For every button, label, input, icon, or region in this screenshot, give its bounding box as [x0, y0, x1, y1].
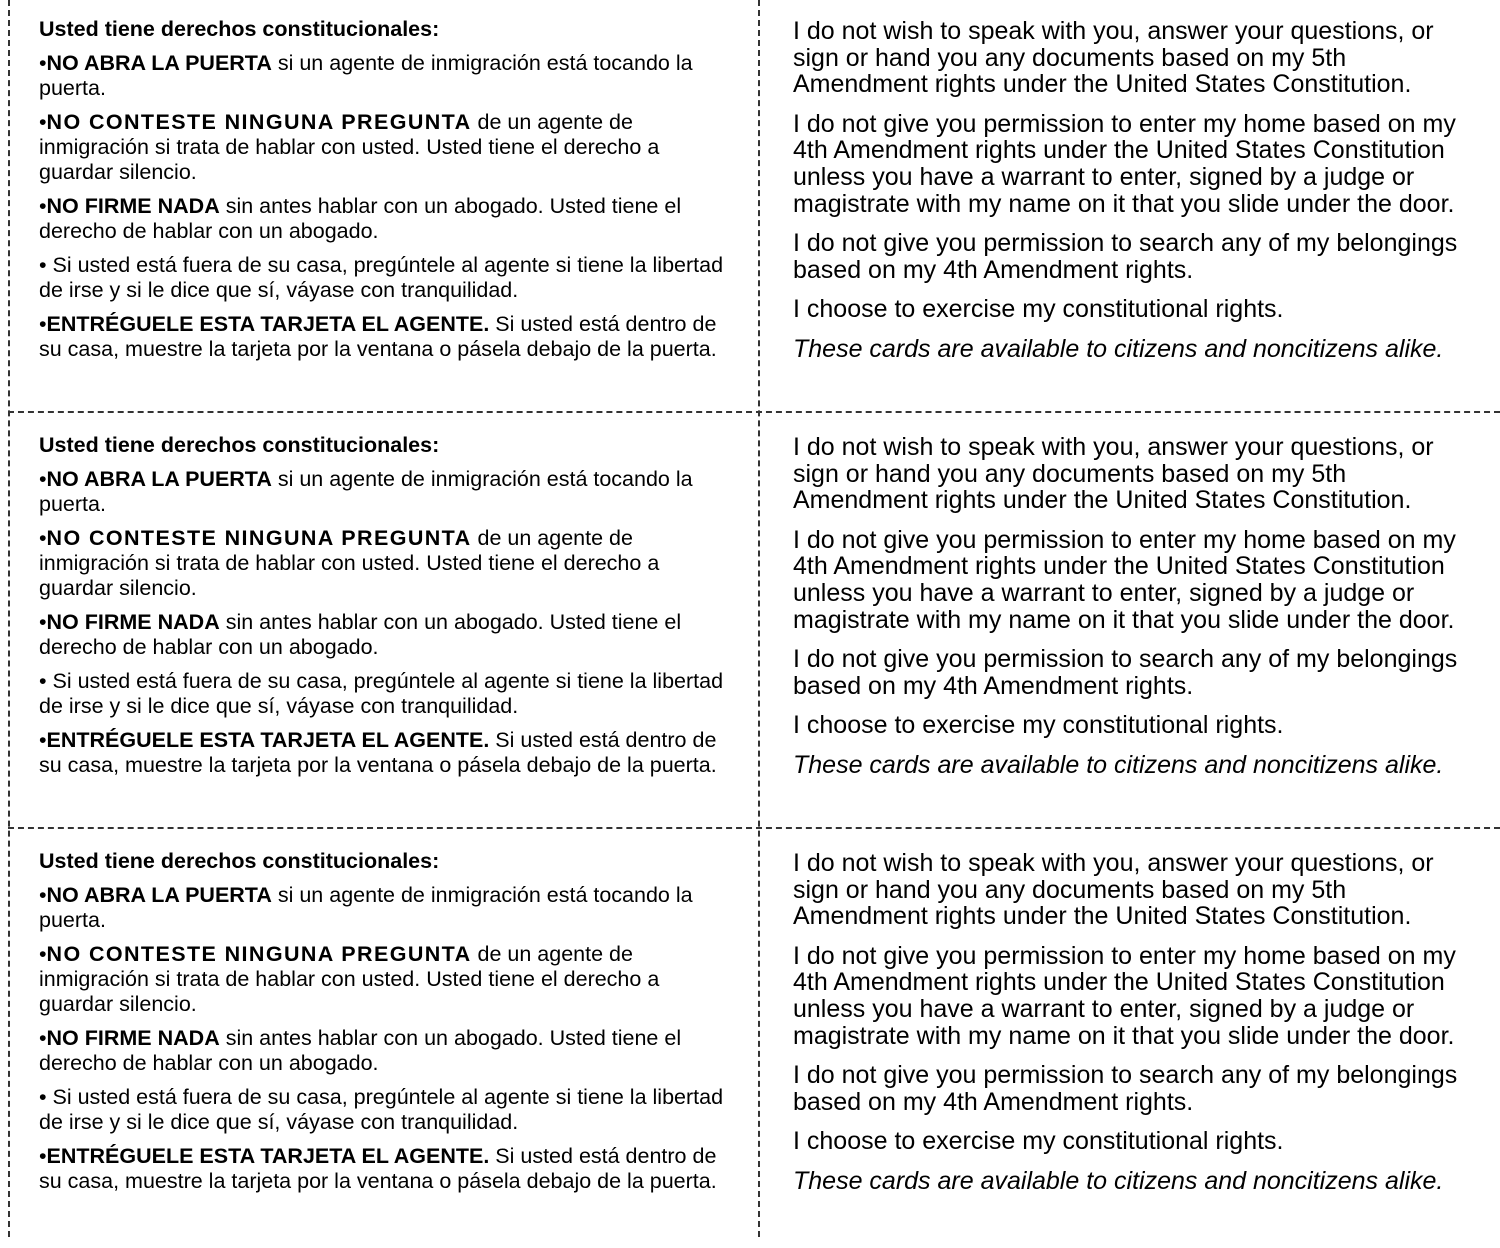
english-paragraph: I do not give you permission to enter my home based on my 4th Amendment rights under the United States Constitution unless you have a warrant to enter, signed by a judge or magistrate with my name on it that you slide under the door. — [793, 109, 1456, 218]
item-bold: NO CONTESTE NINGUNA PREGUNTA — [46, 942, 472, 966]
spanish-item — [39, 883, 739, 933]
item-bold: NO FIRME NADA — [46, 610, 220, 634]
item-text: sin antes hablar con un abogado. Usted tiene el derecho de hablar con un abogado. — [39, 1026, 682, 1075]
bullet: • — [39, 942, 47, 966]
bullet: • — [39, 1085, 47, 1109]
item-text: de un agente de inmigración si trata de hablar con usted. Usted tiene el derecho a guardar silencio. — [39, 110, 660, 184]
item-bold: NO ABRA LA PUERTA — [46, 883, 272, 907]
english-paragraph: I choose to exercise my constitutional rights. — [793, 1127, 1284, 1156]
spanish-heading: Usted tiene derechos constitucionales: — [39, 433, 440, 457]
bullet: • — [39, 194, 47, 218]
item-bold: NO CONTESTE NINGUNA PREGUNTA — [46, 526, 472, 550]
spanish-side — [39, 849, 739, 1203]
english-paragraph: I choose to exercise my constitutional rights. — [793, 711, 1284, 740]
bullet: • — [39, 253, 47, 277]
spanish-item — [39, 110, 739, 185]
english-side — [793, 850, 1483, 1208]
item-text: de un agente de inmigración si trata de hablar con usted. Usted tiene el derecho a guardar silencio. — [39, 942, 660, 1016]
english-paragraph: I do not give you permission to search any of my belongings based on my 4th Amendment rights. — [793, 645, 1458, 700]
spanish-heading: Usted tiene derechos constitucionales: — [39, 17, 440, 41]
item-bold: ENTRÉGUELE ESTA TARJETA EL AGENTE. — [46, 728, 490, 752]
bullet: • — [39, 1026, 47, 1050]
item-text: sin antes hablar con un abogado. Usted tiene el derecho de hablar con un abogado. — [39, 194, 682, 243]
item-text: sin antes hablar con un abogado. Usted tiene el derecho de hablar con un abogado. — [39, 610, 682, 659]
rights-card-1 — [0, 0, 1500, 416]
rights-card-3 — [0, 832, 1500, 1248]
bullet: • — [39, 669, 47, 693]
bullet: • — [39, 467, 47, 491]
spanish-side — [39, 433, 739, 787]
item-bold: NO ABRA LA PUERTA — [46, 51, 272, 75]
bullet: • — [39, 526, 47, 550]
english-paragraph: I do not give you permission to search any of my belongings based on my 4th Amendment rights. — [793, 1061, 1458, 1116]
bullet: • — [39, 728, 47, 752]
spanish-item — [39, 610, 739, 660]
spanish-item — [39, 728, 739, 778]
english-footer: These cards are available to citizens and noncitizens alike. — [793, 334, 1444, 363]
english-paragraph: I do not give you permission to search any of my belongings based on my 4th Amendment rights. — [793, 229, 1458, 284]
spanish-item — [39, 312, 739, 362]
rights-card-2 — [0, 416, 1500, 832]
english-paragraph: I do not give you permission to enter my home based on my 4th Amendment rights under the United States Constitution unless you have a warrant to enter, signed by a judge or magistrate with my name on it that you slide under the door. — [793, 941, 1456, 1050]
item-text: si un agente de inmigración está tocando la puerta. — [39, 467, 693, 516]
bullet: • — [39, 110, 47, 134]
english-side — [793, 434, 1483, 792]
item-bold: NO ABRA LA PUERTA — [46, 467, 272, 491]
spanish-item — [39, 669, 739, 719]
spanish-item — [39, 467, 739, 517]
spanish-item — [39, 253, 739, 303]
spanish-heading: Usted tiene derechos constitucionales: — [39, 849, 440, 873]
bullet: • — [39, 51, 47, 75]
item-text: de un agente de inmigración si trata de hablar con usted. Usted tiene el derecho a guardar silencio. — [39, 526, 660, 600]
item-text: si un agente de inmigración está tocando la puerta. — [39, 883, 693, 932]
item-bold: NO FIRME NADA — [46, 1026, 220, 1050]
english-paragraph: I choose to exercise my constitutional rights. — [793, 295, 1284, 324]
spanish-item — [39, 942, 739, 1017]
item-bold: NO FIRME NADA — [46, 194, 220, 218]
item-text: si un agente de inmigración está tocando la puerta. — [39, 51, 693, 100]
spanish-item — [39, 1085, 739, 1135]
spanish-item — [39, 1026, 739, 1076]
item-text: Si usted está dentro de su casa, muestre la tarjeta por la ventana o pásela debajo de la puerta. — [39, 728, 717, 777]
english-paragraph: I do not wish to speak with you, answer your questions, or sign or hand you any documents based on my 5th Amendment rights under the United States Constitution. — [793, 849, 1434, 931]
spanish-side — [39, 17, 739, 371]
item-text: Si usted está dentro de su casa, muestre la tarjeta por la ventana o pásela debajo de la puerta. — [39, 312, 717, 361]
item-bold: ENTRÉGUELE ESTA TARJETA EL AGENTE. — [46, 1144, 490, 1168]
spanish-item — [39, 51, 739, 101]
item-text: Si usted está fuera de su casa, pregúntele al agente si tiene la libertad de irse y si le dice que sí, váyase con tranquilidad. — [39, 253, 724, 302]
spanish-item — [39, 526, 739, 601]
item-text: Si usted está fuera de su casa, pregúntele al agente si tiene la libertad de irse y si le dice que sí, váyase con tranquilidad. — [39, 669, 724, 718]
english-side — [793, 18, 1483, 376]
bullet: • — [39, 312, 47, 336]
english-paragraph: I do not wish to speak with you, answer your questions, or sign or hand you any documents based on my 5th Amendment rights under the United States Constitution. — [793, 17, 1434, 99]
spanish-item — [39, 194, 739, 244]
english-paragraph: I do not wish to speak with you, answer your questions, or sign or hand you any documents based on my 5th Amendment rights under the United States Constitution. — [793, 433, 1434, 515]
item-text: Si usted está fuera de su casa, pregúntele al agente si tiene la libertad de irse y si le dice que sí, váyase con tranquilidad. — [39, 1085, 724, 1134]
bullet: • — [39, 610, 47, 634]
english-paragraph: I do not give you permission to enter my home based on my 4th Amendment rights under the United States Constitution unless you have a warrant to enter, signed by a judge or magistrate with my name on it that you slide under the door. — [793, 525, 1456, 634]
item-bold: NO CONTESTE NINGUNA PREGUNTA — [46, 110, 472, 134]
item-bold: ENTRÉGUELE ESTA TARJETA EL AGENTE. — [46, 312, 490, 336]
item-text: Si usted está dentro de su casa, muestre la tarjeta por la ventana o pásela debajo de la puerta. — [39, 1144, 717, 1193]
bullet: • — [39, 1144, 47, 1168]
english-footer: These cards are available to citizens and noncitizens alike. — [793, 750, 1444, 779]
bullet: • — [39, 883, 47, 907]
english-footer: These cards are available to citizens and noncitizens alike. — [793, 1166, 1444, 1195]
spanish-item — [39, 1144, 739, 1194]
